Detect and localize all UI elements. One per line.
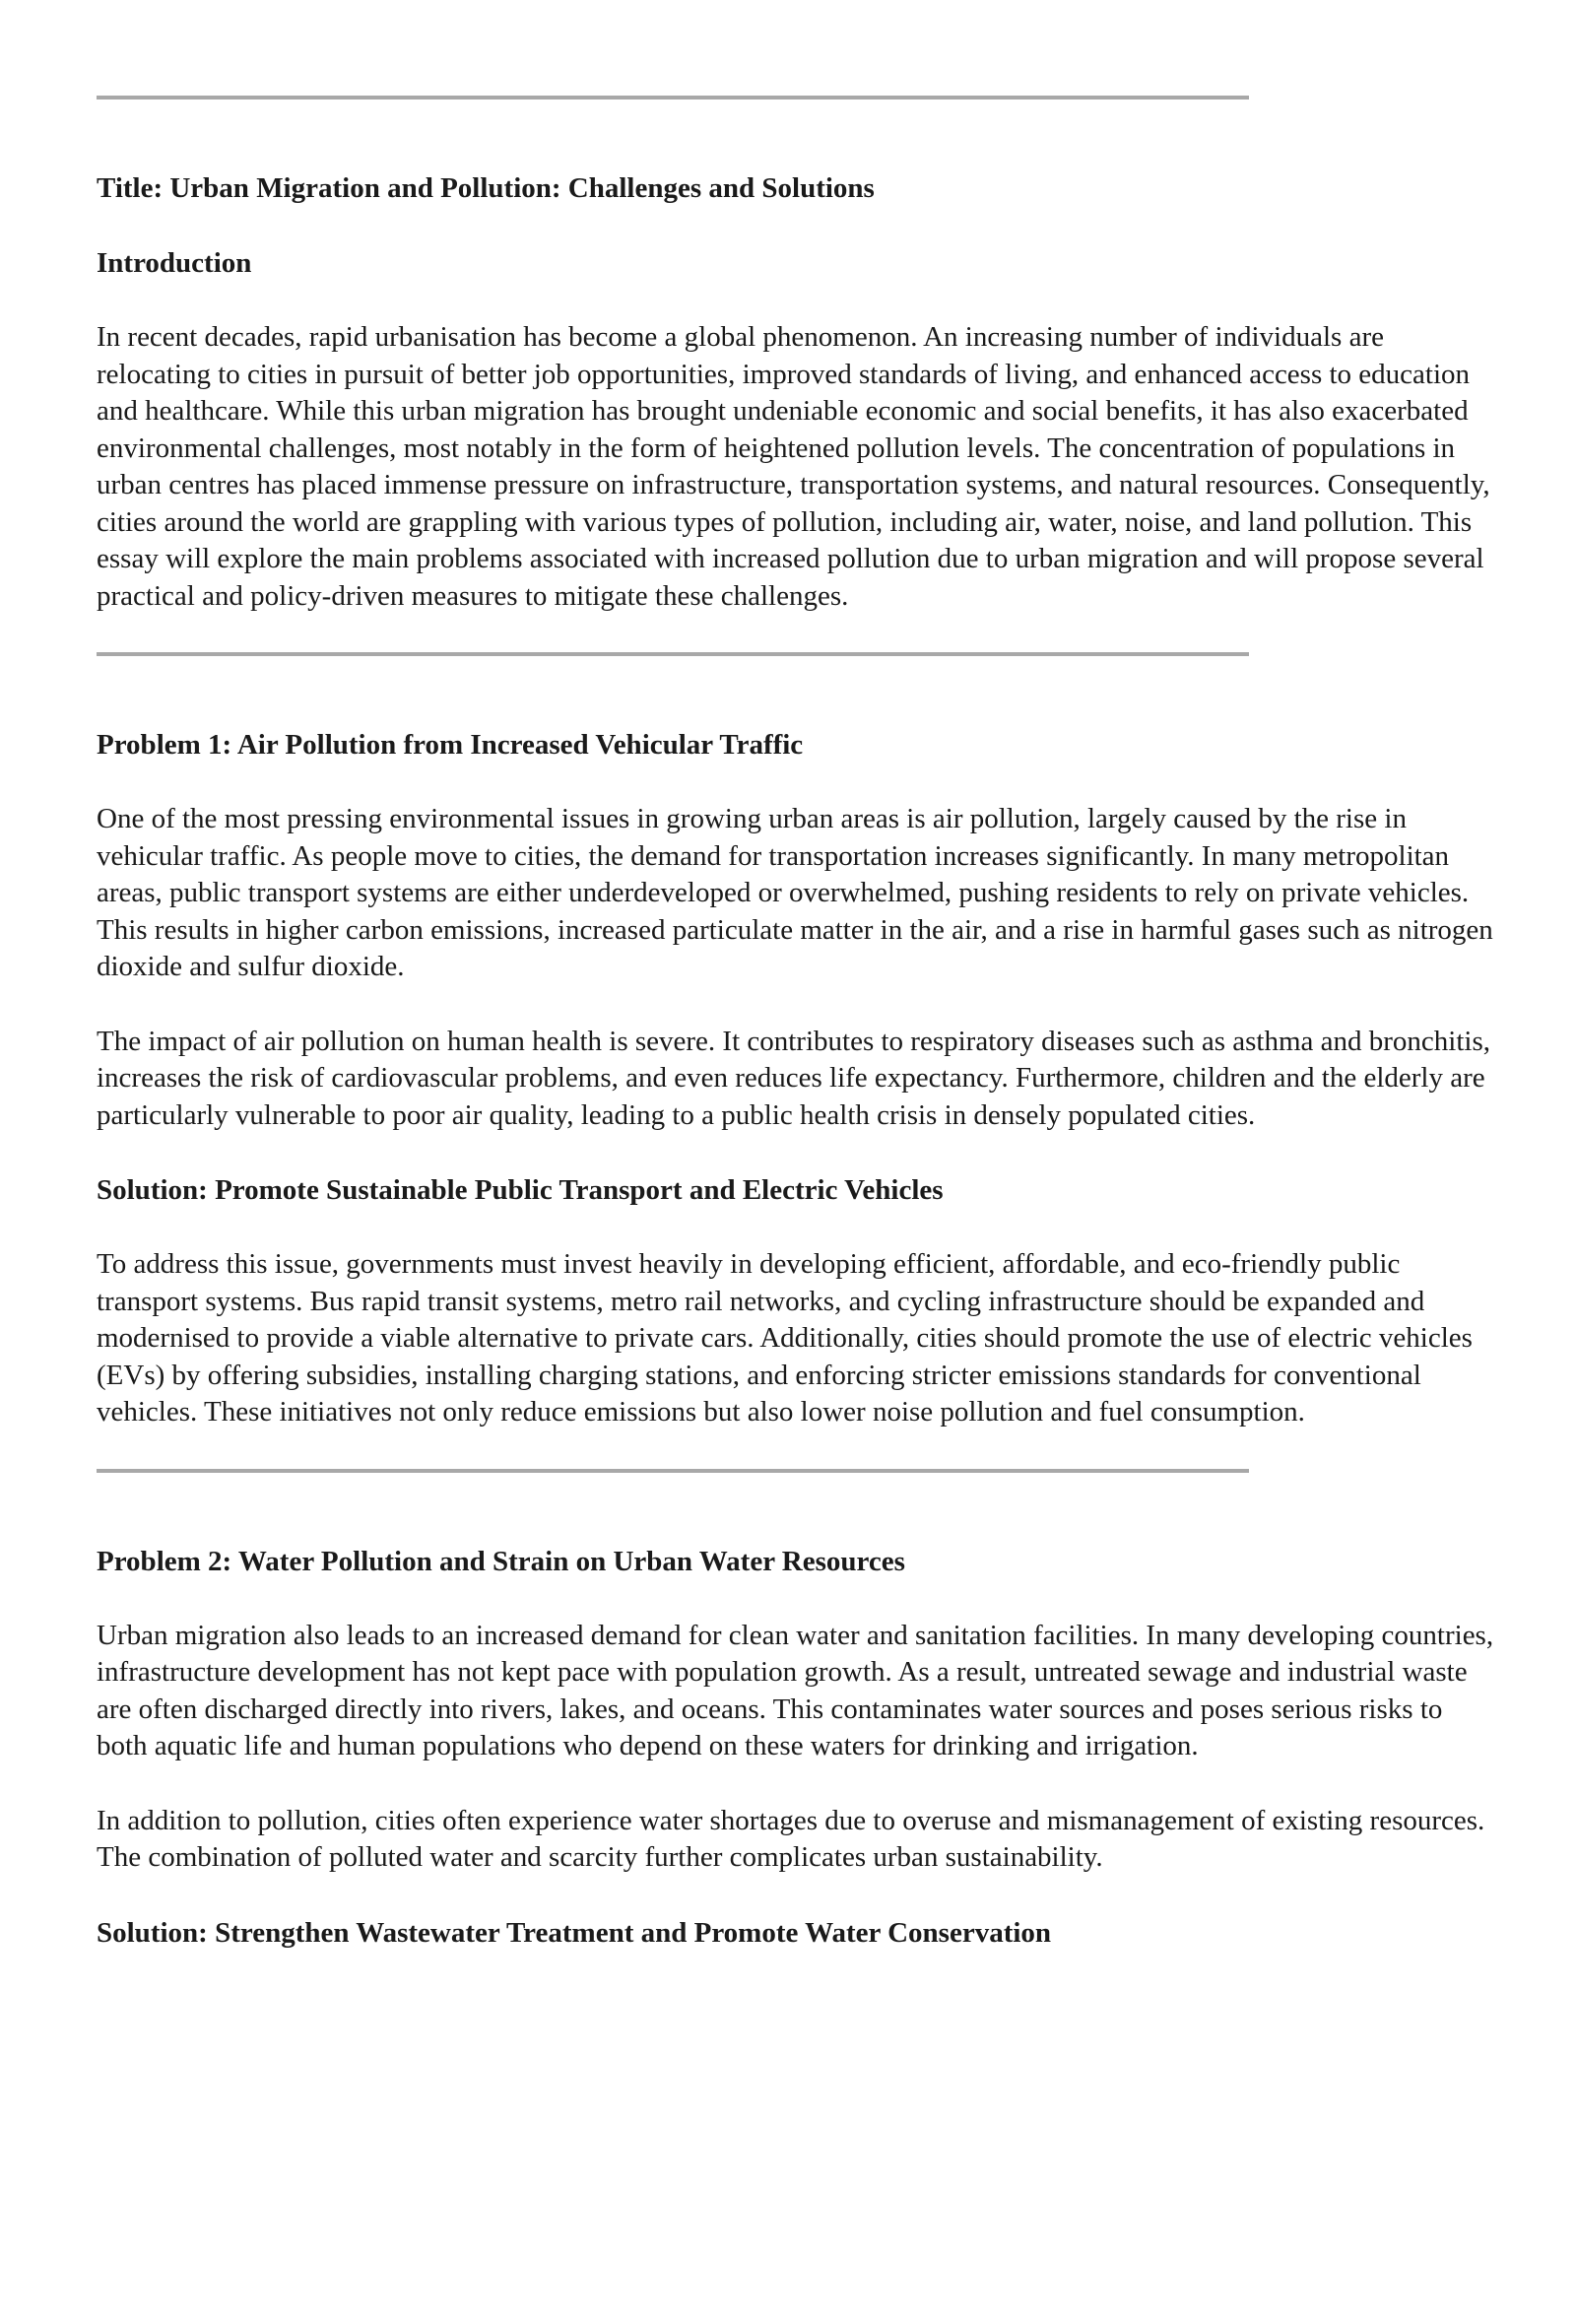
section-heading-solution-2: Solution: Strengthen Wastewater Treatment and Promote Water Conservation <box>97 1916 1052 1949</box>
paragraph-problem-1-a: One of the most pressing environmental issues in growing urban areas is air pollution, largely caused by the rise in vehicular traffic. As people move to cities, the demand for transportation increases significantly. In many metropolitan areas, public transport systems are either underdeveloped or overwhelmed, pushing residents to rely on private vehicles. This results in higher carbon emissions, increased particulate matter in the air, and a rise in harmful gases such as nitrogen dioxide and sulfur dioxide. <box>97 803 1493 982</box>
section-heading-problem-1: Problem 1: Air Pollution from Increased Vehicular Traffic <box>97 729 804 761</box>
divider <box>97 1469 1249 1473</box>
section-heading-solution-1: Solution: Promote Sustainable Public Transport and Electric Vehicles <box>97 1174 944 1206</box>
paragraph-problem-2-a: Urban migration also leads to an increased demand for clean water and sanitation facilities. In many developing countries, infrastructure development has not kept pace with population growth. As a result, untreated sewage and industrial waste are often discharged directly into rivers, lakes, and oceans. This contaminates water sources and poses serious risks to both aquatic life and human populations who depend on these waters for drinking and irrigation. <box>97 1619 1494 1761</box>
paragraph-introduction: In recent decades, rapid urbanisation has become a global phenomenon. An increasing number of individuals are relocating to cities in pursuit of better job opportunities, improved standards of living, and enhanced access to education and healthcare. While this urban migration has brought undeniable economic and social benefits, it has also exacerbated environmental challenges, most notably in the form of heightened pollution levels. The concentration of populations in urban centres has placed immense pressure on infrastructure, transportation systems, and natural resources. Consequently, cities around the world are grappling with various types of pollution, including air, water, noise, and land pollution. This essay will explore the main problems associated with increased pollution due to urban migration and will propose several practical and policy-driven measures to mitigate these challenges. <box>97 321 1490 612</box>
divider <box>97 96 1249 100</box>
divider <box>97 652 1249 656</box>
paragraph-problem-1-b: The impact of air pollution on human health is severe. It contributes to respiratory diseases such as asthma and bronchitis, increases the risk of cardiovascular problems, and even reduces life expectancy. Furthermore, children and the elderly are particularly vulnerable to poor air quality, leading to a public health crisis in densely populated cities. <box>97 1025 1490 1131</box>
paragraph-problem-2-b: In addition to pollution, cities often experience water shortages due to overuse and mismanagement of existing resources. The combination of polluted water and scarcity further complicates urban sustainability. <box>97 1804 1485 1873</box>
paragraph-solution-1: To address this issue, governments must invest heavily in developing efficient, affordable, and eco-friendly public transport systems. Bus rapid transit systems, metro rail networks, and cycling infrastructure should be expanded and modernised to provide a viable alternative to private cars. Additionally, cities should promote the use of electric vehicles (EVs) by offering subsidies, installing charging stations, and enforcing stricter emissions standards for conventional vehicles. These initiatives not only reduce emissions but also lower noise pollution and fuel consumption. <box>97 1248 1473 1428</box>
section-heading-problem-2: Problem 2: Water Pollution and Strain on Urban Water Resources <box>97 1545 905 1577</box>
section-heading-introduction: Introduction <box>97 247 252 279</box>
document-page <box>0 96 1576 2324</box>
document-title: Title: Urban Migration and Pollution: Challenges and Solutions <box>97 172 875 204</box>
